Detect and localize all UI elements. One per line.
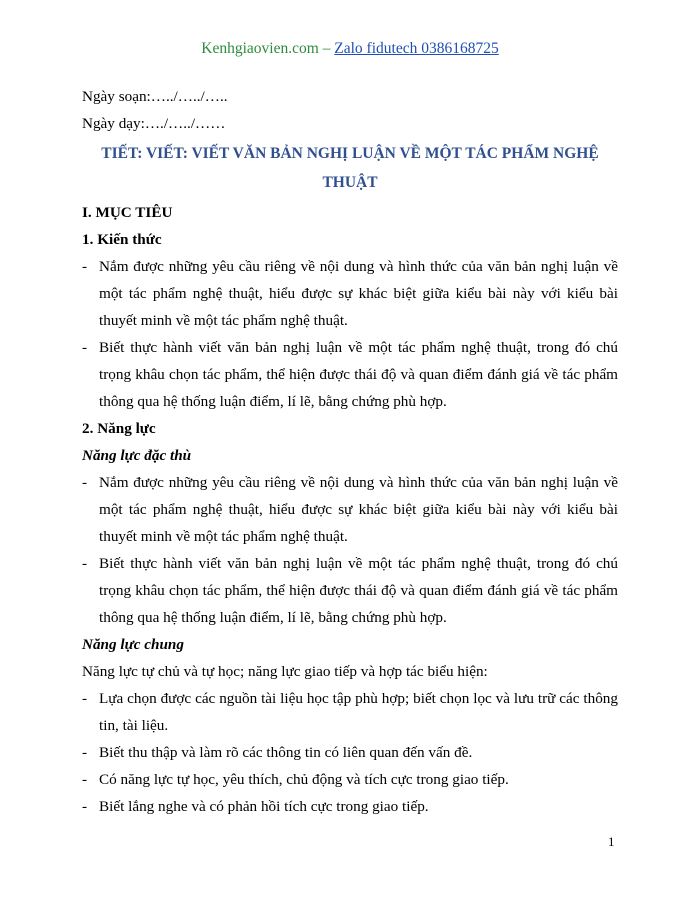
- list-item: [82, 253, 618, 334]
- page-header: [0, 40, 700, 58]
- ngay-soan: Ngày soạn:…../…../…..: [82, 88, 228, 105]
- list-item-text: Lựa chọn được các nguồn tài liệu học tập phù hợp; biết chọn lọc và lưu trữ các thông tin, tài liệu.: [99, 690, 618, 734]
- header-separator: –: [322, 40, 331, 57]
- list-item-text: Nắm được những yêu cầu riêng về nội dung và hình thức của văn bản nghị luận về một tác phẩm nghệ thuật, hiểu được sự khác biệt giữa kiểu bài này với kiểu bài thuyết minh về một tác phẩm nghệ thuật.: [99, 258, 618, 329]
- bullet-dash: -: [82, 798, 88, 815]
- list-item-text: Biết thu thập và làm rõ các thông tin có liên quan đến vấn đề.: [99, 744, 473, 761]
- list-item-text: Biết thực hành viết văn bản nghị luận về một tác phẩm nghệ thuật, trong đó chú trọng khâu chọn tác phẩm, thể hiện được thái độ và quan điểm đánh giá về tác phẩm thông qua hệ thống luận điểm, lí lẽ, bằng chứng phù hợp.: [99, 339, 618, 410]
- bullet-dash: -: [82, 474, 88, 491]
- list-item: [82, 685, 618, 739]
- section-heading-muc-tieu: I. MỤC TIÊU: [82, 204, 173, 221]
- bullet-dash: -: [82, 258, 88, 275]
- list-item: [82, 469, 618, 550]
- lesson-title: [82, 139, 618, 197]
- document-body: [82, 83, 618, 820]
- bullet-dash: -: [82, 690, 88, 707]
- subheading-nang-luc-chung: Năng lực chung: [82, 636, 184, 653]
- list-item-text: Có năng lực tự học, yêu thích, chủ động và tích cực trong giao tiếp.: [99, 771, 509, 788]
- bullet-dash: -: [82, 771, 88, 788]
- bullet-dash: -: [82, 744, 88, 761]
- bullet-dash: -: [82, 555, 88, 572]
- subheading-nang-luc: 2. Năng lực: [82, 420, 156, 437]
- subheading-kien-thuc: 1. Kiến thức: [82, 231, 162, 248]
- list-item: [82, 766, 618, 793]
- header-contact-link[interactable]: Zalo fidutech 0386168725: [334, 40, 499, 57]
- lesson-title-line2: THUẬT: [322, 174, 378, 191]
- list-item: [82, 550, 618, 631]
- bullet-dash: -: [82, 339, 88, 356]
- nang-luc-chung-intro: Năng lực tự chủ và tự học; năng lực giao tiếp và hợp tác biểu hiện:: [82, 663, 488, 680]
- header-site-link[interactable]: Kenhgiaovien.com: [201, 40, 319, 57]
- lesson-title-line1: TIẾT: VIẾT: VIẾT VĂN BẢN NGHỊ LUẬN VỀ MỘT TÁC PHẨM NGHỆ: [101, 145, 599, 162]
- ngay-day: Ngày dạy:…./…../……: [82, 115, 226, 132]
- page-number: 1: [608, 834, 615, 849]
- subheading-nang-luc-dac-thu: Năng lực đặc thù: [82, 447, 192, 464]
- list-item-text: Biết thực hành viết văn bản nghị luận về một tác phẩm nghệ thuật, trong đó chú trọng khâu chọn tác phẩm, thể hiện được thái độ và quan điểm đánh giá về tác phẩm thông qua hệ thống luận điểm, lí lẽ, bằng chứng phù hợp.: [99, 555, 618, 626]
- list-item-text: Nắm được những yêu cầu riêng về nội dung và hình thức của văn bản nghị luận về một tác phẩm nghệ thuật, hiểu được sự khác biệt giữa kiểu bài này với kiểu bài thuyết minh về một tác phẩm nghệ thuật.: [99, 474, 618, 545]
- list-item: [82, 793, 618, 820]
- list-item: [82, 739, 618, 766]
- list-item: [82, 334, 618, 415]
- list-item-text: Biết lắng nghe và có phản hồi tích cực trong giao tiếp.: [99, 798, 429, 815]
